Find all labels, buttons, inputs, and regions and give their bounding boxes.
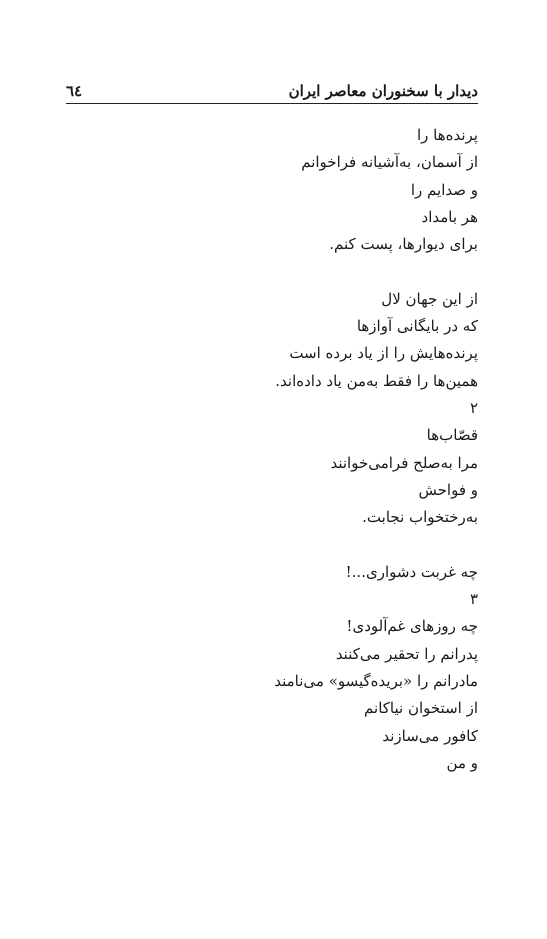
header-divider <box>66 103 478 104</box>
section-number: ۲ <box>469 398 478 417</box>
poem-line: مرا به‌صلح فرامی‌خوانند <box>330 453 478 472</box>
poem-line: مادرانم را «بریده‌گیسو» می‌نامند <box>274 671 478 690</box>
stanza-break <box>58 531 478 558</box>
section-number: ۳ <box>469 590 478 609</box>
poem-line: و صدایم را <box>410 180 478 199</box>
poem-line: چه روزهای غم‌آلودی! <box>346 617 478 636</box>
poem-line: از استخوان نیاکانم <box>364 699 478 718</box>
poem-line: برای دیوارها، پست کنم. <box>329 235 478 254</box>
poem-line: قصّاب‌ها <box>426 426 478 445</box>
poem-line: پرنده‌هایش را از یاد برده است <box>289 344 478 363</box>
poem-line: و من <box>446 753 478 772</box>
poem-line: هر بامداد <box>421 207 478 226</box>
poem-line: پدرانم را تحقیر می‌کنند <box>335 644 478 663</box>
poem-line: به‌رختخواب نجابت. <box>362 508 478 527</box>
poem-line: کافور می‌سازند <box>382 726 478 745</box>
page-header <box>66 80 478 102</box>
poem-line: پرنده‌ها را <box>416 126 478 144</box>
stanza-break <box>58 258 478 285</box>
poem-line: همین‌ها را فقط به‌من یاد داده‌اند. <box>275 371 478 390</box>
poem-line: و فواحش <box>418 480 478 499</box>
running-title: دیدار با سخنوران معاصر ایران <box>288 82 478 100</box>
poem-line: که در بایگانی آوازها <box>356 317 478 336</box>
poem-line: چه غربت دشواری...! <box>345 562 478 581</box>
page-number: ٦٤ <box>66 82 83 100</box>
poem-line: از آسمان، به‌آشیانه فراخوانم <box>301 153 478 172</box>
poem-line: از این جهان لال <box>381 289 478 308</box>
poem-body <box>58 122 478 777</box>
